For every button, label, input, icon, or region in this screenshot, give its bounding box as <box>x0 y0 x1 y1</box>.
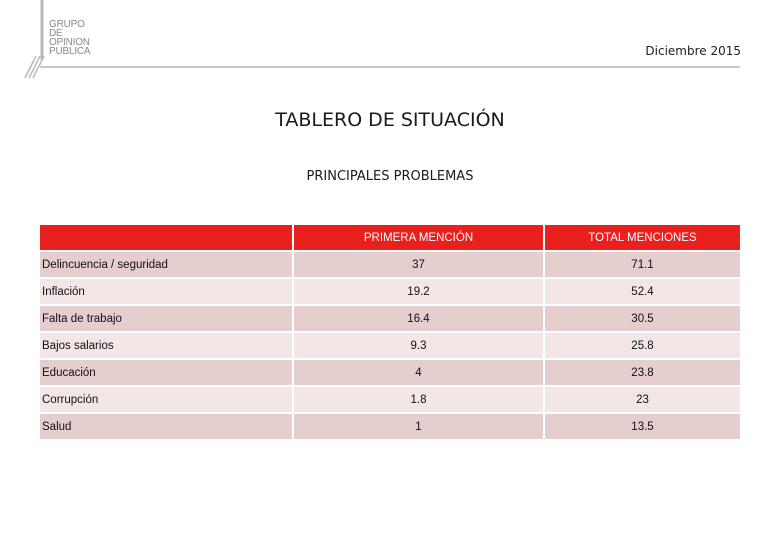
problem-label: Educación <box>40 360 294 385</box>
logo-line: GRUPO <box>49 19 85 30</box>
total-menciones-value: 52.4 <box>545 279 740 304</box>
page-subtitle: PRINCIPALES PROBLEMAS <box>306 169 474 184</box>
total-menciones-value: 71.1 <box>545 252 740 277</box>
primera-mencion-value: 16.4 <box>294 306 545 331</box>
gop-logo-mark-icon <box>22 0 52 82</box>
problem-label: Corrupción <box>40 387 294 412</box>
header-divider <box>40 66 740 68</box>
table-row <box>40 414 740 439</box>
primera-mencion-value: 4 <box>294 360 545 385</box>
problem-label: Delincuencia / seguridad <box>40 252 294 277</box>
column-header-total-menciones: TOTAL MENCIONES <box>545 225 740 250</box>
problems-table <box>40 223 740 441</box>
logo-line: PUBLICA <box>49 46 91 57</box>
primera-mencion-value: 37 <box>294 252 545 277</box>
problem-label: Salud <box>40 414 294 439</box>
column-header-problem <box>40 225 294 250</box>
total-menciones-value: 13.5 <box>545 414 740 439</box>
table-row <box>40 387 740 412</box>
logo-line: DE <box>49 28 63 39</box>
table-row <box>40 333 740 358</box>
primera-mencion-value: 19.2 <box>294 279 545 304</box>
primera-mencion-value: 1.8 <box>294 387 545 412</box>
table-row <box>40 306 740 331</box>
total-menciones-value: 30.5 <box>545 306 740 331</box>
table-row <box>40 252 740 277</box>
logo-text <box>49 20 90 56</box>
logo-line: OPINION <box>49 37 90 48</box>
table-row <box>40 279 740 304</box>
problem-label: Bajos salarios <box>40 333 294 358</box>
problem-label: Inflación <box>40 279 294 304</box>
report-date: Diciembre 2015 <box>645 44 741 58</box>
total-menciones-value: 25.8 <box>545 333 740 358</box>
table-row <box>40 360 740 385</box>
total-menciones-value: 23.8 <box>545 360 740 385</box>
primera-mencion-value: 9.3 <box>294 333 545 358</box>
primera-mencion-value: 1 <box>294 414 545 439</box>
column-header-primera-mencion: PRIMERA MENCIÓN <box>294 225 545 250</box>
logo <box>22 0 112 82</box>
problem-label: Falta de trabajo <box>40 306 294 331</box>
table-header-row <box>40 225 740 250</box>
total-menciones-value: 23 <box>545 387 740 412</box>
page-title: TABLERO DE SITUACIÓN <box>275 109 505 131</box>
